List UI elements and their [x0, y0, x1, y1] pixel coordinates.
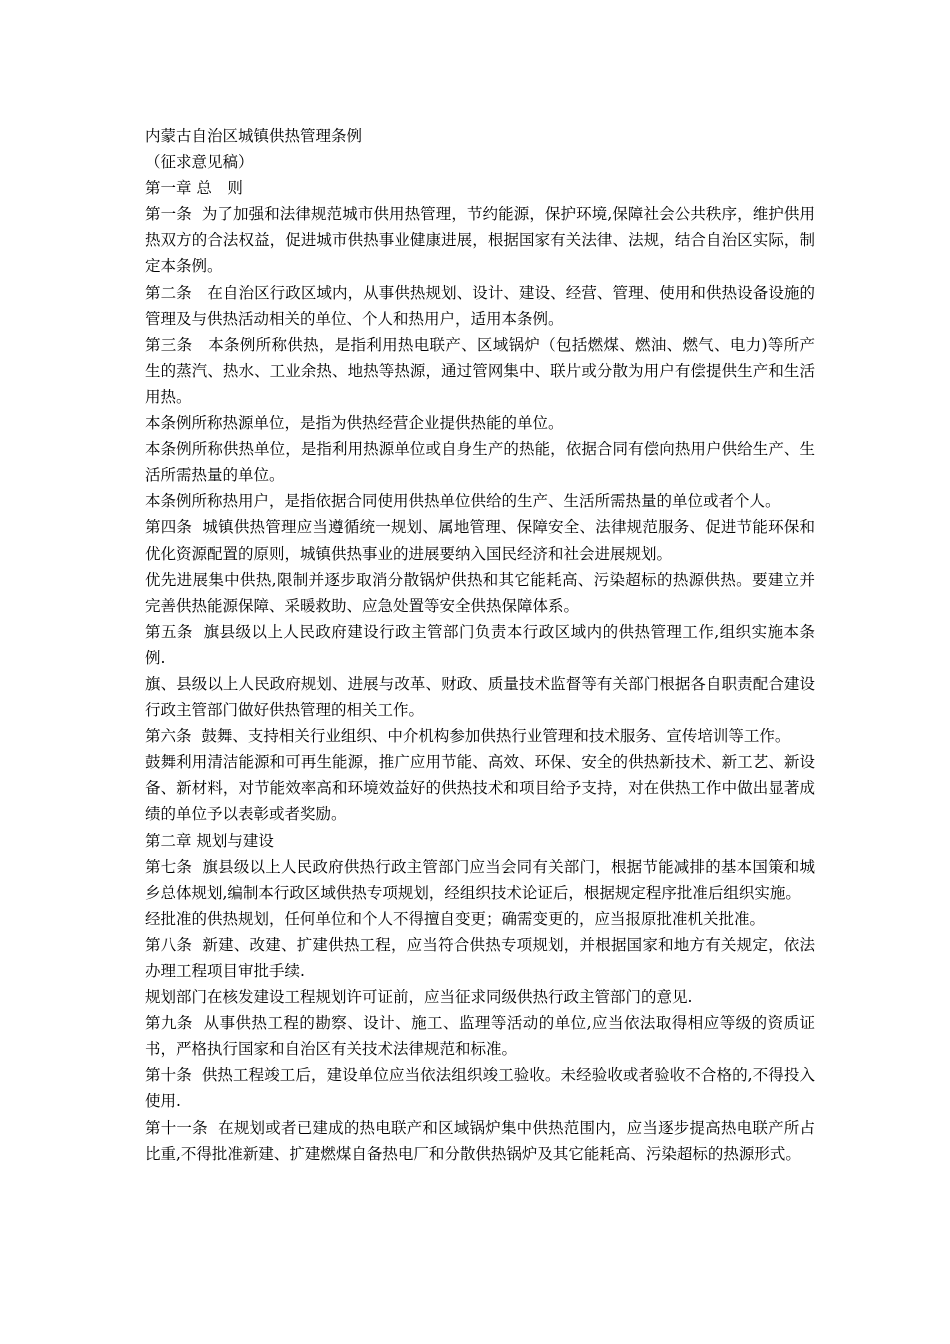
document-title: 内蒙古自治区城镇供热管理条例 — [145, 127, 363, 145]
chapter-1-heading: 第一章 总 则 — [145, 179, 243, 198]
article-9: 第九条 从事供热工程的勘察、设计、施工、监理等活动的单位,应当依法取得相应等级的资质证书，严格执行国家和自治区有关技术法律规范和标准。 — [145, 1014, 815, 1059]
article-6-paragraph-2: 鼓舞利用清洁能源和可再生能源，推广应用节能、高效、环保、安全的供热新技术、新工艺、新设备、新材料，对节能效率高和环境效益好的供热技术和项目给予支持，对在供热工作中做出显著成绩的单位予以表彰或者奖励。 — [145, 753, 815, 824]
article-3: 第三条 本条例所称供热，是指利用热电联产、区域锅炉（包括燃煤、燃油、燃气、电力)等所产生的蒸汽、热水、工业余热、地热等热源，通过管网集中、联片或分散为用户有偿提供生产和生活用热。 — [145, 335, 815, 406]
article-5: 第五条 旗县级以上人民政府建设行政主管部门负责本行政区域内的供热管理工作,组织实施本条例. — [145, 622, 815, 667]
article-10: 第十条 供热工程竣工后，建设单位应当依法组织竣工验收。未经验收或者验收不合格的,不得投入使用. — [145, 1066, 815, 1111]
article-2: 第二条 在自治区行政区域内，从事供热规划、设计、建设、经营、管理、使用和供热设备设施的管理及与供热活动相关的单位、个人和热用户，适用本条例。 — [145, 283, 815, 328]
article-8: 第八条 新建、改建、扩建供热工程，应当符合供热专项规划，并根据国家和地方有关规定，依法办理工程项目审批手续. — [145, 935, 815, 980]
article-8-paragraph-2: 规划部门在核发建设工程规划许可证前，应当征求同级供热行政主管部门的意见. — [145, 988, 693, 1007]
article-3-supplier-definition: 本条例所称供热单位，是指利用热源单位或自身生产的热能，依据合同有偿向热用户供给生产、生活所需热量的单位。 — [145, 440, 815, 485]
article-6: 第六条 鼓舞、支持相关行业组织、中介机构参加供热行业管理和技术服务、宣传培训等工作。 — [145, 727, 791, 746]
article-7: 第七条 旗县级以上人民政府供热行政主管部门应当会同有关部门，根据节能减排的基本国策和城乡总体规划,编制本行政区域供热专项规划，经组织技术论证后，根据规定程序批准后组织实施。 — [145, 857, 815, 902]
article-4: 第四条 城镇供热管理应当遵循统一规划、属地管理、保障安全、法律规范服务、促进节能环保和优化资源配置的原则，城镇供热事业的进展要纳入国民经济和社会进展规划。 — [145, 518, 815, 563]
article-11: 第十一条 在规划或者已建成的热电联产和区域锅炉集中供热范围内，应当逐步提高热电联产所占比重,不得批准新建、扩建燃煤自备热电厂和分散供热锅炉及其它能耗高、污染超标的热源形式。 — [145, 1118, 815, 1163]
article-3-user-definition: 本条例所称热用户，是指依据合同使用供热单位供给的生产、生活所需热量的单位或者个人。 — [145, 492, 781, 511]
article-7-paragraph-2: 经批准的供热规划，任何单位和个人不得擅自变更；确需变更的，应当报原批准机关批准。 — [145, 909, 766, 928]
article-1: 第一条 为了加强和法律规范城市供用热管理，节约能源，保护环境,保障社会公共秩序，维护供用热双方的合法权益，促进城市供热事业健康进展，根据国家有关法律、法规，结合自治区实际，制定本条例。 — [145, 205, 815, 276]
document-subtitle: （征求意见稿） — [145, 153, 254, 172]
chapter-2-heading: 第二章 规划与建设 — [145, 831, 274, 850]
article-4-paragraph-2: 优先进展集中供热,限制并逐步取消分散锅炉供热和其它能耗高、污染超标的热源供热。要建立并完善供热能源保障、采暖救助、应急处置等安全供热保障体系。 — [145, 570, 815, 615]
article-3-heat-source-definition: 本条例所称热源单位，是指为供热经营企业提供热能的单位。 — [145, 414, 564, 433]
article-5-paragraph-2: 旗、县级以上人民政府规划、进展与改革、财政、质量技术监督等有关部门根据各自职责配合建设行政主管部门做好供热管理的相关工作。 — [145, 674, 815, 720]
document-body — [145, 123, 815, 1167]
